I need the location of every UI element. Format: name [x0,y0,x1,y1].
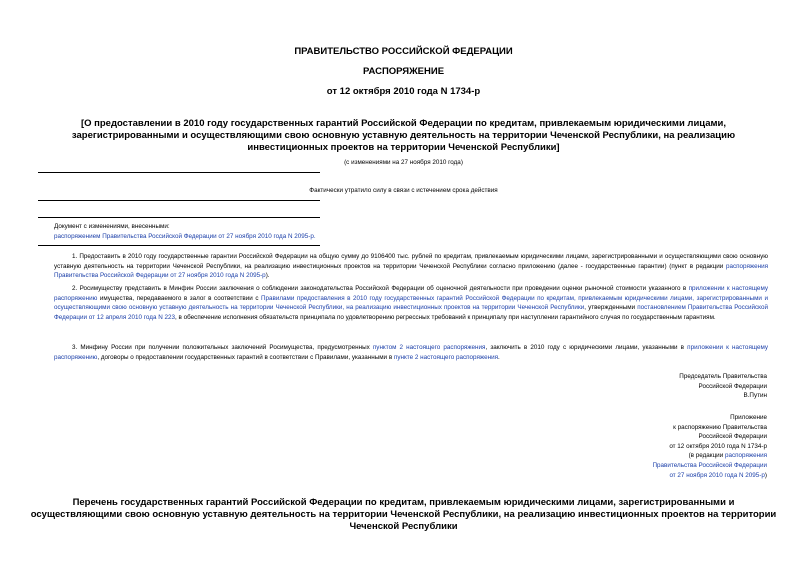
paragraph-2-text: 2. Росимуществу представить в Минфин России заключения о соблюдении законодательства Российской Федерации об оценочной деятельности при проведении оценки рыночной стоимости указанного в [72,285,689,292]
link-appendix[interactable]: приложении к настоящему распоряжению [54,344,769,361]
appendix-line: к распоряжению Правительства [673,423,767,431]
appendix-line [653,451,767,461]
paragraph-3-text: , договоры о предоставлении государственных гарантий в соответствии с Правилами, указанными в [97,353,394,361]
doc-date-number: от 12 октября 2010 года N 1734-р [326,86,481,97]
link-appendix[interactable]: приложении к настоящему распоряжению [54,285,768,302]
divider [38,200,320,201]
paragraph-2-text: , в обеспечение исполнения обязательств принципала по удовлетворению регрессных требований к принципалу при наступлении гарантийного случая по государственным гарантиям. [175,313,716,321]
appendix-block [653,413,767,480]
link-decree-223[interactable]: постановлением Правительства Российской Федерации от 12 апреля 2010 года N 223 [54,304,768,321]
divider [38,172,320,173]
link-point-2[interactable]: пунктом 2 настоящего распоряжения [372,344,486,351]
appendix-link[interactable]: распоряжения [724,452,767,460]
changes-doc-label: Документ с изменениями, внесенными: [54,223,170,230]
paragraph-3 [54,343,768,362]
list-title: Перечень государственных гарантий Российской Федерации по кредитам, привлекаемым юридическими лицами, зарегистрированными и осуществляющими свою основную уставную деятельность на территории Чеченской Республики, на реализацию инвестиционных проектов на территории Чеченской Республики [30,497,777,532]
appendix-line: Приложение [730,414,767,421]
appendix-text: (в редакции [688,452,725,460]
paragraph-2-text: , утвержденными [584,304,638,312]
paragraph-3-text: , заключить в 2010 году с юридическими лицами, указанными в [485,344,688,351]
government-heading: ПРАВИТЕЛЬСТВО РОССИЙСКОЙ ФЕДЕРАЦИИ [294,46,513,57]
link-rules[interactable]: Правилами предоставления в 2010 году государственных гарантий Российской Федерации по кредитам, привлекаемым юридическими лицами, зарегистрированными и осуществляющими свою основную уставную деятельность на территории Чеченской Республики, на реализацию инвестиционных проектов на территории Чеченской Республики [54,294,768,312]
paragraph-3-text: 3. Минфину России при получении положительных заключений Росимущества, предусмотренных [72,344,373,351]
paragraph-1-end: ). [265,272,270,280]
appendix-line: Российской Федерации [698,433,767,441]
appendix-line: от 12 октября 2010 года N 1734-р [669,442,767,450]
paragraph-2 [54,284,768,322]
document-title: [О предоставлении в 2010 году государственных гарантий Российской Федерации по кредитам, привлекаемым юридическими лицами, зарегистрированными и осуществляющими свою основную уставную деятельность на территории Чеченской Республики, на реализацию инвестиционных проектов на территории Чеченской Республики] [71,118,736,153]
paragraph-1-text: 1. Предоставить в 2010 году государственные гарантии Российской Федерации на общую сумму до 9106400 тыс. рублей по кредитам, привлекаемым юридическими лицами, зарегистрированными и осуществляющими свою основную уставную деятельность на территории Чеченской Республики, на реализацию инвестиционных проектов на территории Чеченской Республики согласно приложению (далее - государственные гарантии) (пункт в редакции [54,253,768,270]
signature-name: В.Путин [743,392,767,400]
paragraph-3-text: . [498,353,500,361]
paragraph-1-link[interactable]: распоряжения Правительства Российской Федерации от 27 ноября 2010 года N 2095-р [54,262,768,280]
paragraph-1 [54,252,768,281]
changes-note: (с изменениями на 27 ноября 2010 года) [344,159,463,166]
appendix-text: ) [764,471,767,479]
divider [38,245,320,246]
appendix-link[interactable]: Правительства Российской Федерации [652,461,767,469]
signature-block [679,372,767,401]
status-note: Фактически утратило силу в связи с истечением срока действия [309,187,498,194]
changes-doc-link[interactable]: распоряжением Правительства Российской Федерации от 27 ноября 2010 года N 2095-р. [54,233,316,240]
signature-line: Российской Федерации [698,382,767,390]
appendix-link[interactable]: от 27 ноября 2010 года N 2095-р [669,471,765,479]
paragraph-2-text: имущества, передаваемого в залог в соответствии с [97,294,261,302]
divider [38,217,320,218]
doc-type-heading: РАСПОРЯЖЕНИЕ [362,66,445,77]
signature-line: Председатель Правительства [679,373,767,380]
appendix-line [653,471,767,481]
link-point-2[interactable]: пункте 2 настоящего распоряжения [393,353,498,361]
